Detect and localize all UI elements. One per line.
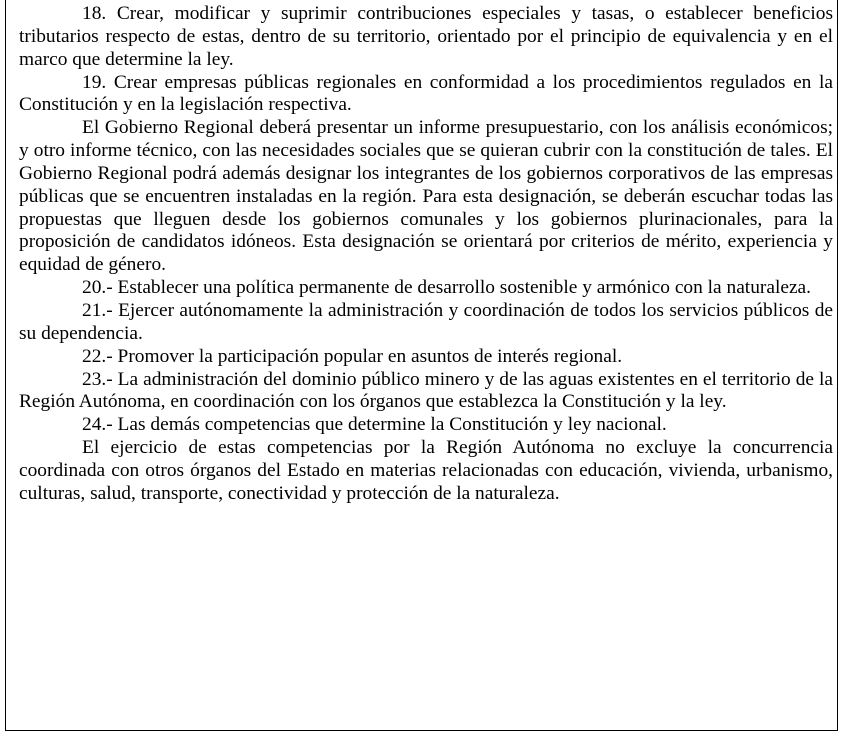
paragraph-item-20: 20.- Establecer una política permanente de desarrollo sostenible y armónico con la naturaleza.: [82, 277, 812, 299]
paragraph-item-21: 21.- Ejercer autónomamente la administración y coordinación de todos los servicios públicos de su dependencia.: [19, 299, 833, 344]
paragraph-item-24: 24.- Las demás competencias que determine la Constitución y ley nacional.: [82, 414, 667, 436]
paragraph-item-18: 18. Crear, modificar y suprimir contribuciones especiales y tasas, o establecer beneficios tributarios respecto de estas, dentro de su territorio, orientado por el principio de equivalencia y en el marco que determine la ley.: [19, 3, 833, 70]
paragraph-item-23: 23.- La administración del dominio público minero y de las aguas existentes en el territorio de la Región Autónoma, en coordinación con los órganos que establezca la Constitución y la ley.: [19, 368, 833, 413]
paragraph-item-22: 22.- Promover la participación popular en asuntos de interés regional.: [82, 345, 623, 367]
document-body: [19, 3, 833, 506]
paragraph-item-19: 19. Crear empresas públicas regionales en conformidad a los procedimientos regulados en la Constitución y en la legislación respectiva.: [19, 71, 833, 116]
paragraph-informe-empresas: El Gobierno Regional deberá presentar un informe presupuestario, con los análisis económicos; y otro informe técnico, con las necesidades sociales que se quieran cubrir con la constitución de tales. El Gobierno Regional podrá además designar los integrantes de los gobiernos corporativos de las empresas públicas que se encuentren instaladas en la región. Para esta designación, se deberán escuchar todas las propuestas que lleguen desde los gobiernos comunales y los gobiernos plurinacionales, para la proposición de candidatos idóneos. Esta designación se orientará por criterios de mérito, experiencia y equidad de género.: [19, 117, 833, 276]
paragraph-ejercicio-competencias: El ejercicio de estas competencias por la Región Autónoma no excluye la concurrencia coordinada con otros órganos del Estado en materias relacionadas con educación, vivienda, urbanismo, culturas, salud, transporte, conectividad y protección de la naturaleza.: [19, 437, 833, 504]
